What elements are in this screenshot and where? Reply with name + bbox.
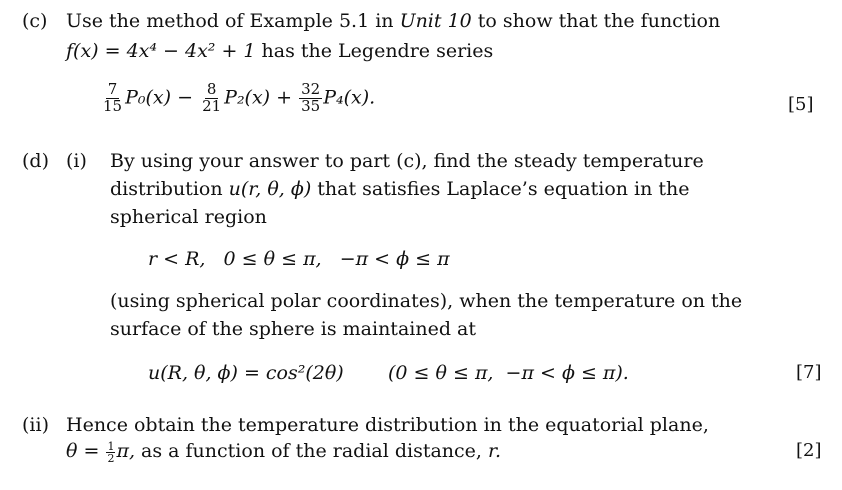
part-c-line2: [66, 40, 493, 62]
marks-c: [5]: [788, 94, 814, 115]
poly-p0: P₀(x): [125, 86, 172, 109]
part-d-ii-label: (ii): [22, 414, 49, 436]
poly-p2: P₂(x): [224, 86, 271, 109]
legendre-series: [100, 82, 375, 115]
plus-op: +: [276, 86, 293, 109]
boundary-condition: u(R, θ, ϕ) = cos²(2θ): [148, 362, 344, 384]
spherical-region: r < R, 0 ≤ θ ≤ π, −π < ϕ ≤ π: [148, 248, 450, 270]
part-d-i-line2: distribution u(r, θ, ϕ) that satisfies Laplace’s equation in the: [110, 178, 690, 200]
radial-r: r.: [488, 440, 502, 462]
part-d-label: (d): [22, 150, 49, 172]
temperature-function: u(r, θ, ϕ): [228, 178, 312, 200]
part-c-line2-end: has the Legendre series: [261, 40, 494, 62]
minus-op: −: [177, 86, 194, 109]
theta-equals: θ =: [66, 440, 100, 462]
fraction-7-15: $\frac{7}{15}$: [103, 80, 123, 115]
marks-d-i: [7]: [796, 362, 822, 383]
part-d-i-line1: By using your answer to part (c), find the steady temperature: [110, 150, 704, 172]
part-d-i-line3: spherical region: [110, 206, 267, 228]
part-d-i-line4: (using spherical polar coordinates), when the temperature on the: [110, 290, 743, 312]
pi-symbol: π,: [116, 440, 135, 462]
part-c-label: (c): [22, 10, 48, 32]
part-d-ii-line1: Hence obtain the temperature distribution in the equatorial plane,: [66, 414, 709, 436]
function-definition: f(x) = 4x⁴ − 4x² + 1: [66, 40, 256, 62]
part-c-line1: [66, 10, 720, 32]
fraction-8-21: $\frac{8}{21}$: [202, 80, 222, 115]
poly-p4: P₄(x).: [323, 86, 376, 109]
part-c-line1-end: to show that the function: [477, 10, 721, 32]
part-c-line1-text: Use the method of Example 5.1 in: [66, 10, 394, 32]
boundary-range: (0 ≤ θ ≤ π, −π < ϕ ≤ π).: [388, 362, 629, 384]
fraction-32-35: $\frac{32}{35}$: [301, 80, 321, 115]
part-d-ii-line2: θ = $\frac{1}{2}$ π, as a function of the radial distance, r.: [66, 439, 502, 465]
fraction-one-half: $\frac{1}{2}$: [107, 439, 115, 465]
part-d-i-label: (i): [66, 150, 87, 172]
unit-reference: Unit 10: [399, 10, 472, 32]
part-d-i-line5: surface of the sphere is maintained at: [110, 318, 476, 340]
marks-d-ii: [2]: [796, 440, 822, 461]
